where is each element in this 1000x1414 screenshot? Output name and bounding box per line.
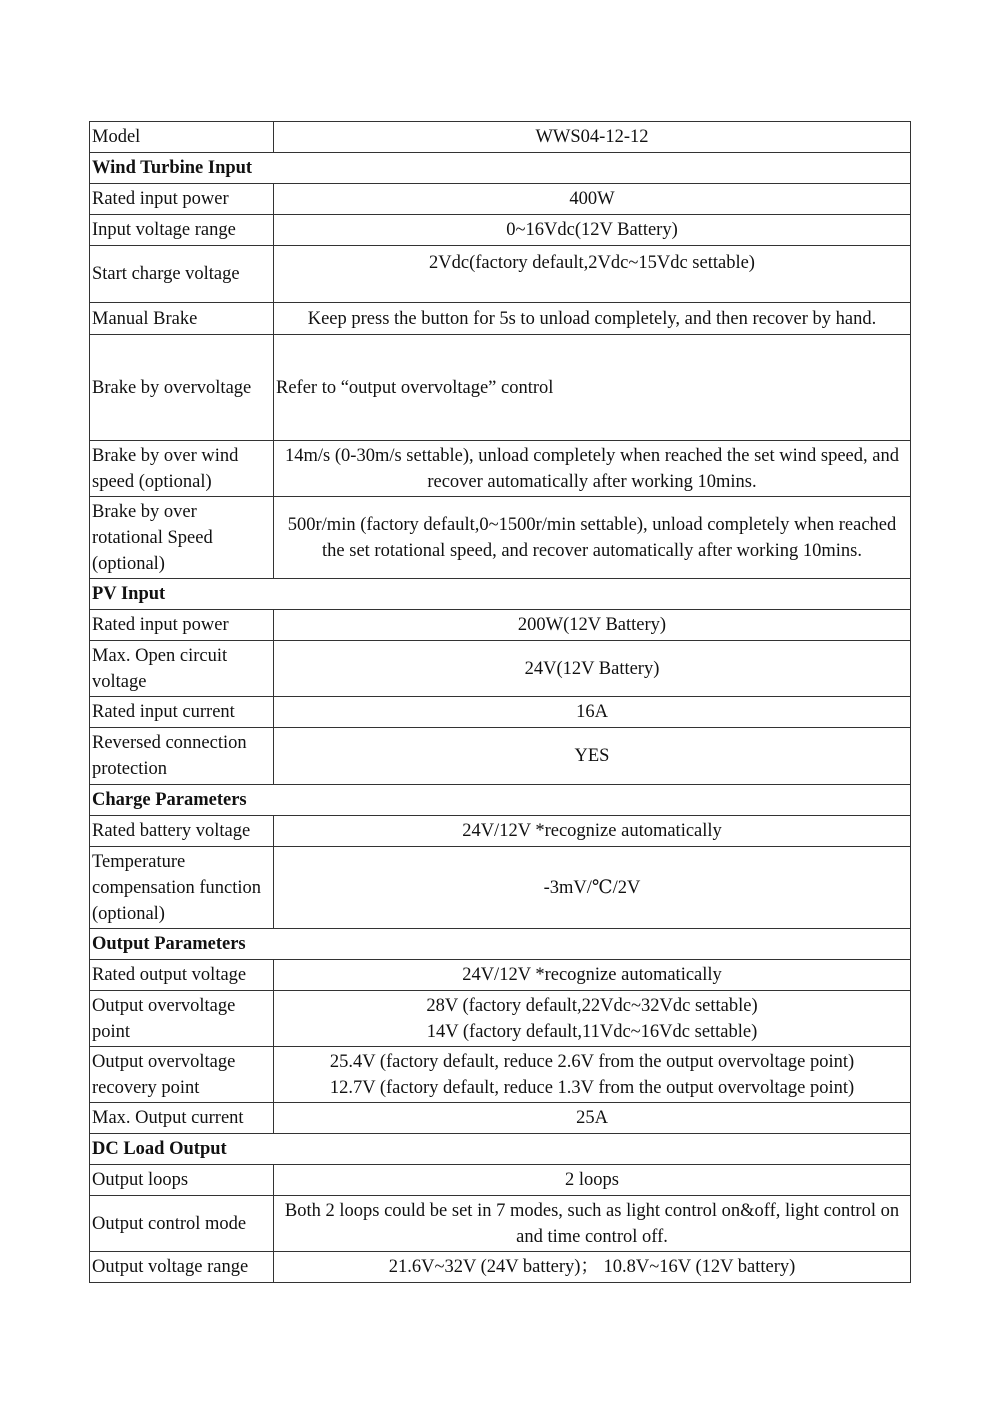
spec-value-line: 2 loops xyxy=(565,1170,619,1190)
spec-label: Output loops xyxy=(90,1165,274,1196)
spec-value xyxy=(274,697,911,728)
section-title: Output Parameters xyxy=(90,929,911,960)
spec-value xyxy=(274,1196,911,1252)
spec-row xyxy=(90,1047,911,1103)
spec-value xyxy=(274,1103,911,1134)
spec-row xyxy=(90,641,911,697)
spec-value xyxy=(274,1165,911,1196)
spec-table xyxy=(89,121,911,1283)
spec-value xyxy=(274,441,911,497)
spec-value-line: 12.7V (factory default, reduce 1.3V from the output overvoltage point) xyxy=(329,1077,855,1098)
section-header-row xyxy=(90,153,911,184)
spec-value-line: 2Vdc(factory default,2Vdc~15Vdc settable) xyxy=(429,253,755,273)
spec-row xyxy=(90,335,911,441)
spec-label: Max. Output current xyxy=(90,1103,274,1134)
spec-value-line: 16A xyxy=(576,702,608,722)
spec-value xyxy=(274,728,911,785)
spec-row xyxy=(90,816,911,847)
spec-label: Brake by over wind speed (optional) xyxy=(90,441,274,497)
spec-label: Brake by overvoltage xyxy=(90,335,274,441)
spec-value xyxy=(274,641,911,697)
spec-value-line: YES xyxy=(574,746,610,766)
spec-row xyxy=(90,1165,911,1196)
spec-row xyxy=(90,303,911,335)
spec-row xyxy=(90,246,911,303)
spec-value-line: 400W xyxy=(569,189,615,209)
spec-value-line: -3mV/℃/2V xyxy=(543,877,641,898)
spec-row xyxy=(90,122,911,153)
spec-value xyxy=(274,246,911,303)
spec-value-line: 21.6V~32V (24V battery)； 10.8V~16V (12V battery) xyxy=(388,1257,796,1277)
spec-label: Rated input power xyxy=(90,610,274,641)
spec-value-line: 24V/12V *recognize automatically xyxy=(462,965,722,985)
spec-label: Reversed connection protection xyxy=(90,728,274,785)
spec-value xyxy=(274,1252,911,1283)
spec-row xyxy=(90,497,911,579)
spec-row xyxy=(90,991,911,1047)
spec-value-line: Both 2 loops could be set in 7 modes, such as light control on&off, light control on and time control off. xyxy=(284,1200,900,1247)
spec-label: Brake by over rotational Speed (optional) xyxy=(90,497,274,579)
spec-value xyxy=(274,122,911,153)
spec-label: Manual Brake xyxy=(90,303,274,335)
spec-label: Output overvoltage point xyxy=(90,991,274,1047)
spec-label: Temperature compensation function (optional) xyxy=(90,847,274,929)
spec-row xyxy=(90,697,911,728)
spec-label: Start charge voltage xyxy=(90,246,274,303)
spec-label: Rated output voltage xyxy=(90,960,274,991)
spec-row xyxy=(90,184,911,215)
section-title: Charge Parameters xyxy=(90,785,911,816)
spec-value-line: 25A xyxy=(576,1108,608,1128)
spec-value-line: 500r/min (factory default,0~1500r/min settable), unload completely when reached the set rotational speed, and recover automatically after working 10mins. xyxy=(287,514,897,561)
spec-row xyxy=(90,610,911,641)
spec-value xyxy=(274,335,911,441)
section-title: DC Load Output xyxy=(90,1134,911,1165)
spec-value xyxy=(274,1047,911,1103)
spec-table-body xyxy=(90,122,911,1283)
spec-label: Input voltage range xyxy=(90,215,274,246)
spec-value-line: 200W(12V Battery) xyxy=(517,615,667,635)
spec-label: Output voltage range xyxy=(90,1252,274,1283)
spec-value-line: 25.4V (factory default, reduce 2.6V from the output overvoltage point) xyxy=(329,1051,855,1072)
spec-row xyxy=(90,441,911,497)
spec-value xyxy=(274,847,911,929)
spec-label: Max. Open circuit voltage xyxy=(90,641,274,697)
spec-row xyxy=(90,215,911,246)
spec-value-line: WWS04-12-12 xyxy=(535,127,649,147)
spec-label: Rated battery voltage xyxy=(90,816,274,847)
spec-value-line: 14V (factory default,11Vdc~16Vdc settable) xyxy=(426,1021,758,1042)
spec-row xyxy=(90,847,911,929)
section-header-row xyxy=(90,1134,911,1165)
section-title: Wind Turbine Input xyxy=(90,153,911,184)
spec-value xyxy=(274,610,911,641)
section-title: PV Input xyxy=(90,579,911,610)
spec-value xyxy=(274,816,911,847)
spec-label: Output overvoltage recovery point xyxy=(90,1047,274,1103)
spec-value xyxy=(274,215,911,246)
section-header-row xyxy=(90,785,911,816)
spec-value-line: 24V/12V *recognize automatically xyxy=(462,821,722,841)
spec-row xyxy=(90,1252,911,1283)
spec-value xyxy=(274,184,911,215)
spec-value-line: 28V (factory default,22Vdc~32Vdc settable) xyxy=(426,995,758,1016)
section-header-row xyxy=(90,929,911,960)
section-header-row xyxy=(90,579,911,610)
spec-row xyxy=(90,728,911,785)
spec-label: Model xyxy=(90,122,274,153)
spec-value-line: 24V(12V Battery) xyxy=(524,658,660,679)
spec-value-line: Keep press the button for 5s to unload completely, and then recover by hand. xyxy=(307,308,877,329)
spec-value xyxy=(274,497,911,579)
spec-value-line: 14m/s (0-30m/s settable), unload completely when reached the set wind speed, and recover automatically after working 10mins. xyxy=(285,445,899,492)
spec-value xyxy=(274,303,911,335)
spec-value-line: Refer to “output overvoltage” control xyxy=(276,377,554,398)
spec-value xyxy=(274,991,911,1047)
spec-row xyxy=(90,1196,911,1252)
spec-row xyxy=(90,960,911,991)
spec-label: Rated input current xyxy=(90,697,274,728)
spec-value-line: 0~16Vdc(12V Battery) xyxy=(506,220,678,240)
spec-label: Rated input power xyxy=(90,184,274,215)
spec-value xyxy=(274,960,911,991)
spec-label: Output control mode xyxy=(90,1196,274,1252)
spec-row xyxy=(90,1103,911,1134)
